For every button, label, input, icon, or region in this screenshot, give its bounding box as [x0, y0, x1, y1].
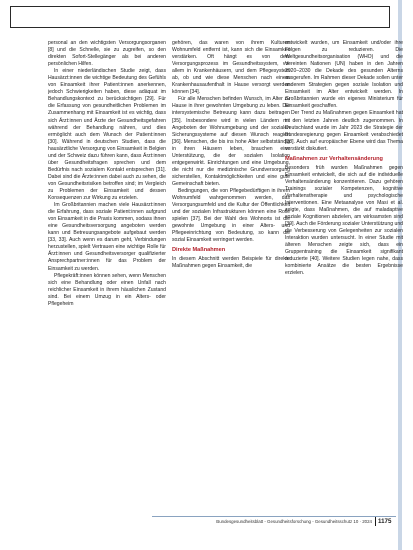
section-heading: Maßnahmen zur Verhaltensänderung — [285, 155, 383, 162]
paragraph: Pflegekräft:innen können sehen, wenn Menschen sich eine Behandlung oder einen Unfall nach reichlicher Einsamkeit in ihrem häuslichen Zustand sind. Bei einem Umzug in ein Alters- oder Pflegeheim — [48, 272, 166, 307]
page-number-divider — [375, 517, 376, 526]
header-frame — [10, 6, 390, 28]
paragraph: In diesem Abschnitt werden Beispiele für direkte Maßnahmen gegen Einsamkeit, die — [172, 256, 290, 270]
section-heading: Direkte Maßnahmen — [172, 247, 226, 254]
page-number: 1175 — [378, 518, 392, 525]
paragraph: Besonders früh wurden Maßnahmen gegen Einsamkeit entwickelt, die sich auf die individuelle Verhaltensänderung konzentrieren. Dazu gehören Trainings sozialer Kompetenzen, kognitive Verhaltenstherapie und psychologische Interventionen. Eine Metaanalyse von Masi et al. zeigte, dass Maßnahmen, die auf maladaptive soziale Kognitionen abzielen, am wirksamsten sind [39]. Auch die Förderung sozialer Unterstützung und die Verbesserung von Gelegenheiten zur sozialen Interaktion wurden untersucht. In einer Studie mit älteren Menschen zeigte sich, dass ein Gruppentraining die Einsamkeit signifikant reduzierte [40]. Weitere Studien legen nahe, dass kombinierte Ansätze die besten Ergebnisse erzielen. — [285, 164, 403, 277]
paragraph: In einer niederländischen Studie zeigt, dass Hausärzt:innen die wichtige Bedeutung des Gefühls von Einsamkeit ihrer Patient:innen anerkennen, jedoch Schwierigkeiten haben, diese adäquat im Behandlungskontext zu berücksichtigen [29]. Für die Erfassung von gesundheitlichen Problemen im Zusammenhang mit Einsamkeit ist es wichtig, dass sich Ärzt:innen und Ärzte der Gesundheitsgefahren während der Behandlung nähren, und dies ermöglicht auch dem Wunsch der Patient:innen [30]. Während in deutschen Studien, dass die hausärztliche Versorgung von Einsamkeit in Belgien und der Schweiz dazu führen kann, dass Ärzt:innen über Gesundheitsfragen sprechen und dem Bedürfnis nach sozialem Kontakt entsprechen [31]. Dabei sind die Ärzte:innen dabei auch zu sehen, die von Gesundheitsrisiken betroffen sind; im Vergleich zu Problemen der Einsamkeit und dessen Konsequenzen zur Wirkung zu erzielen. — [48, 68, 166, 202]
paragraph: Der Trend zu Maßnahmen gegen Einsamkeit hat in den letzten Jahren deutlich zugenommen. In Deutschland wurde im Jahr 2023 die Strategie der Bundesregierung gegen Einsamkeit verabschiedet [38]. Auch auf europäischer Ebene wird das Thema verstärkt diskutiert. — [285, 110, 403, 152]
text-column-2 — [172, 40, 290, 523]
footer-rule — [152, 516, 396, 517]
paragraph: gehören, das waren von ihrem Kulturen Wohnumfeld entfernt ist, kann sich die Einsamkeit verstärken. Oft hängt es von dem Versorgungsprozess im Gesundheitssystem, vor allem in Krankenhäusern, und dem Pflegesystem ab, ob und wie diese Menschen nach einem Krankenhausaufenthalt in Hause versorgt werden können [34]. — [172, 40, 290, 96]
paragraph: Bedingungen, die von Pflegebedürftigen in ihrem Wohnumfeld wahrgenommen werden, das Versorgungsumfeld und die Kultur der Öffentlichkeit und der sozialen Infrastrukturen können eine Rolle spielen [37]. Bei der Wahl des Wohnorts ist die gewohnte Umgebung in einer Alters- und Pflegeeinrichtung von Bedeutung, so kann die sozial Einsamkeit verringert werden. — [172, 187, 290, 244]
paragraph: Im Großbritannien machen viele Hausärzt:innen die Erfahrung, dass soziale Patient:innen aufgrund von Einsamkeit in die Praxis kommen, sodass ihnen eine Gesundheitsversorgung angeboten werden kann und Betreuungsangebote aufgebaut werden [33, 33]. Auch wenn es darum geht, Verbindungen herzustellen, spielt Vertrauen eine wichtige Rolle für Ärzt:innen und Gesundheitsversorger qualifizierter Ansprechpartner:innen für das Problem der Einsamkeit zu werden. — [48, 202, 166, 272]
journal-footer: Bundesgesundheitsblatt - Gesundheitsforschung - Gesundheitsschutz 10 · 2024 — [216, 519, 372, 524]
text-column-1 — [48, 40, 166, 523]
paragraph: Für alle Menschen befinden Wunsch, im Alter zu Hause in ihrer gewohnten Umgebung zu leben. Die intersystemische Betreuung kann dazu beitragen [35]. Insbesondere wird in vielen Ländern mit Angeboten der Wohnumgebung und der sozialen Sicherungssysteme auf diesen Wunsch reagiert [36]. Menschen, die bis ins hohe Alter selbstständig in ihren Häusern leben, brauchen eine Unterstützung, die der sozialen Isolation entgegenwirkt. Einrichtungen und eine Umgebung, die nicht nur die medizinische Grundversorgung sicherstellen, Kontaktmöglichkeiten und eine gute Gemeinschaft bieten. — [172, 96, 290, 187]
paragraph: personal an den wichtigsten Versorgungsorganen [8] und die Schnelle, sie zu zugreifen, so den direkten Sofort-Stellegänger als bei anderen persönlichen Hilfen. — [48, 40, 166, 68]
text-column-3 — [285, 40, 403, 523]
paragraph: entwickelt wurden, um Einsamkeit und/oder ihre Folgen zu reduzieren. Die Weltgesundheitsorganisation (WHO) und die Vereinten Nationen (UN) haben in den Jahren 2020–2030 die Dekade des gesunden Alterns ausgerufen. Im Rahmen dieser Dekade sollen unter anderem Strategien gegen soziale Isolation und Einsamkeit im Alter entwickelt werden. In Großbritannien wurde ein eigenes Ministerium für Einsamkeit geschaffen. — [285, 40, 403, 110]
